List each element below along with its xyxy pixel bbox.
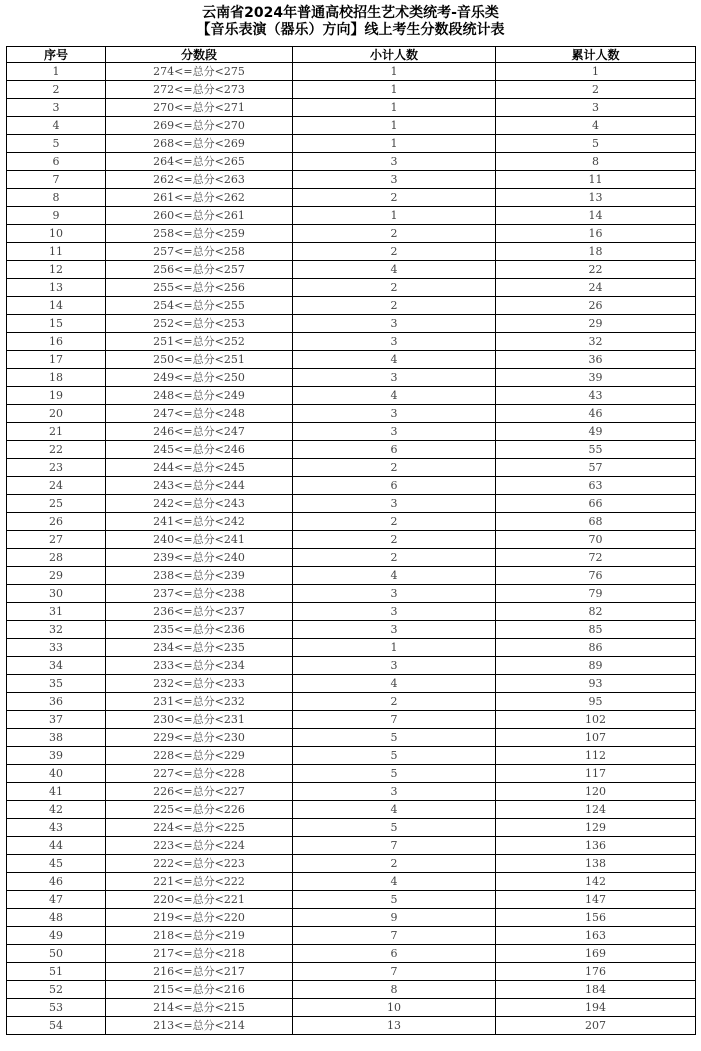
cell-subtotal-count: 13 [293, 1017, 496, 1035]
cell-subtotal-count: 3 [293, 621, 496, 639]
cell-serial-number: 48 [7, 909, 106, 927]
cell-score-range: 248<=总分<249 [106, 387, 293, 405]
cell-cumulative-count: 26 [496, 297, 696, 315]
cell-serial-number: 27 [7, 531, 106, 549]
table-row [7, 81, 696, 99]
cell-score-range: 255<=总分<256 [106, 279, 293, 297]
cell-serial-number: 5 [7, 135, 106, 153]
cell-serial-number: 37 [7, 711, 106, 729]
cell-subtotal-count: 4 [293, 801, 496, 819]
cell-cumulative-count: 107 [496, 729, 696, 747]
cell-subtotal-count: 1 [293, 99, 496, 117]
cell-serial-number: 44 [7, 837, 106, 855]
cell-score-range: 236<=总分<237 [106, 603, 293, 621]
table-row [7, 405, 696, 423]
cell-serial-number: 46 [7, 873, 106, 891]
cell-serial-number: 28 [7, 549, 106, 567]
cell-cumulative-count: 18 [496, 243, 696, 261]
cell-serial-number: 2 [7, 81, 106, 99]
cell-serial-number: 7 [7, 171, 106, 189]
cell-serial-number: 3 [7, 99, 106, 117]
table-row [7, 711, 696, 729]
cell-serial-number: 45 [7, 855, 106, 873]
cell-subtotal-count: 4 [293, 675, 496, 693]
cell-score-range: 224<=总分<225 [106, 819, 293, 837]
table-row [7, 639, 696, 657]
table-row [7, 981, 696, 999]
cell-serial-number: 31 [7, 603, 106, 621]
table-row [7, 189, 696, 207]
table-row [7, 441, 696, 459]
cell-cumulative-count: 24 [496, 279, 696, 297]
document-title-line2: 【音乐表演（器乐）方向】线上考生分数段统计表 [196, 22, 505, 38]
cell-cumulative-count: 138 [496, 855, 696, 873]
table-row [7, 135, 696, 153]
header-score-range: 分数段 [106, 47, 293, 63]
cell-subtotal-count: 3 [293, 369, 496, 387]
cell-cumulative-count: 163 [496, 927, 696, 945]
cell-subtotal-count: 7 [293, 927, 496, 945]
table-row [7, 549, 696, 567]
table-row [7, 621, 696, 639]
cell-score-range: 233<=总分<234 [106, 657, 293, 675]
cell-subtotal-count: 2 [293, 225, 496, 243]
cell-score-range: 223<=总分<224 [106, 837, 293, 855]
cell-subtotal-count: 2 [293, 189, 496, 207]
table-row [7, 855, 696, 873]
cell-subtotal-count: 3 [293, 405, 496, 423]
cell-cumulative-count: 112 [496, 747, 696, 765]
cell-serial-number: 29 [7, 567, 106, 585]
cell-subtotal-count: 6 [293, 477, 496, 495]
cell-cumulative-count: 82 [496, 603, 696, 621]
cell-score-range: 257<=总分<258 [106, 243, 293, 261]
header-serial-number: 序号 [7, 47, 106, 63]
table-row [7, 873, 696, 891]
cell-cumulative-count: 39 [496, 369, 696, 387]
cell-serial-number: 34 [7, 657, 106, 675]
cell-score-range: 247<=总分<248 [106, 405, 293, 423]
cell-cumulative-count: 14 [496, 207, 696, 225]
table-row [7, 819, 696, 837]
cell-subtotal-count: 4 [293, 261, 496, 279]
cell-subtotal-count: 2 [293, 243, 496, 261]
table-row [7, 999, 696, 1017]
cell-serial-number: 17 [7, 351, 106, 369]
cell-cumulative-count: 142 [496, 873, 696, 891]
table-row [7, 297, 696, 315]
cell-score-range: 222<=总分<223 [106, 855, 293, 873]
table-row [7, 225, 696, 243]
cell-subtotal-count: 1 [293, 117, 496, 135]
table-row [7, 585, 696, 603]
cell-cumulative-count: 85 [496, 621, 696, 639]
cell-serial-number: 9 [7, 207, 106, 225]
cell-cumulative-count: 93 [496, 675, 696, 693]
cell-subtotal-count: 5 [293, 891, 496, 909]
cell-score-range: 213<=总分<214 [106, 1017, 293, 1035]
header-subtotal-count: 小计人数 [293, 47, 496, 63]
cell-serial-number: 42 [7, 801, 106, 819]
cell-subtotal-count: 3 [293, 495, 496, 513]
cell-serial-number: 43 [7, 819, 106, 837]
cell-cumulative-count: 120 [496, 783, 696, 801]
cell-score-range: 221<=总分<222 [106, 873, 293, 891]
cell-cumulative-count: 5 [496, 135, 696, 153]
cell-cumulative-count: 16 [496, 225, 696, 243]
table-row [7, 783, 696, 801]
cell-score-range: 232<=总分<233 [106, 675, 293, 693]
cell-serial-number: 50 [7, 945, 106, 963]
cell-score-range: 237<=总分<238 [106, 585, 293, 603]
cell-serial-number: 38 [7, 729, 106, 747]
cell-subtotal-count: 6 [293, 945, 496, 963]
cell-score-range: 246<=总分<247 [106, 423, 293, 441]
cell-subtotal-count: 7 [293, 711, 496, 729]
cell-score-range: 217<=总分<218 [106, 945, 293, 963]
table-row [7, 171, 696, 189]
table-row [7, 117, 696, 135]
cell-serial-number: 20 [7, 405, 106, 423]
cell-cumulative-count: 43 [496, 387, 696, 405]
table-row [7, 927, 696, 945]
cell-score-range: 274<=总分<275 [106, 63, 293, 81]
table-row [7, 99, 696, 117]
cell-cumulative-count: 46 [496, 405, 696, 423]
cell-serial-number: 16 [7, 333, 106, 351]
cell-cumulative-count: 194 [496, 999, 696, 1017]
cell-cumulative-count: 57 [496, 459, 696, 477]
cell-serial-number: 23 [7, 459, 106, 477]
cell-subtotal-count: 10 [293, 999, 496, 1017]
cell-score-range: 241<=总分<242 [106, 513, 293, 531]
cell-score-range: 227<=总分<228 [106, 765, 293, 783]
cell-serial-number: 21 [7, 423, 106, 441]
table-row [7, 963, 696, 981]
cell-serial-number: 8 [7, 189, 106, 207]
cell-subtotal-count: 2 [293, 459, 496, 477]
cell-subtotal-count: 1 [293, 639, 496, 657]
document-title-line1: 云南省2024年普通高校招生艺术类统考-音乐类 [202, 5, 499, 21]
cell-cumulative-count: 13 [496, 189, 696, 207]
cell-subtotal-count: 9 [293, 909, 496, 927]
cell-score-range: 234<=总分<235 [106, 639, 293, 657]
cell-subtotal-count: 2 [293, 297, 496, 315]
cell-subtotal-count: 1 [293, 63, 496, 81]
cell-cumulative-count: 86 [496, 639, 696, 657]
table-row [7, 477, 696, 495]
cell-subtotal-count: 3 [293, 153, 496, 171]
table-row [7, 765, 696, 783]
cell-subtotal-count: 4 [293, 351, 496, 369]
cell-serial-number: 12 [7, 261, 106, 279]
cell-subtotal-count: 3 [293, 315, 496, 333]
cell-cumulative-count: 176 [496, 963, 696, 981]
table-row [7, 423, 696, 441]
cell-cumulative-count: 49 [496, 423, 696, 441]
cell-score-range: 230<=总分<231 [106, 711, 293, 729]
cell-subtotal-count: 7 [293, 837, 496, 855]
cell-serial-number: 24 [7, 477, 106, 495]
cell-score-range: 250<=总分<251 [106, 351, 293, 369]
table-row [7, 531, 696, 549]
table-row [7, 729, 696, 747]
cell-score-range: 214<=总分<215 [106, 999, 293, 1017]
score-distribution-table [6, 46, 696, 1035]
cell-serial-number: 51 [7, 963, 106, 981]
cell-score-range: 243<=总分<244 [106, 477, 293, 495]
cell-subtotal-count: 2 [293, 549, 496, 567]
table-row [7, 891, 696, 909]
cell-score-range: 264<=总分<265 [106, 153, 293, 171]
cell-cumulative-count: 66 [496, 495, 696, 513]
cell-serial-number: 33 [7, 639, 106, 657]
cell-serial-number: 26 [7, 513, 106, 531]
cell-subtotal-count: 2 [293, 531, 496, 549]
cell-cumulative-count: 156 [496, 909, 696, 927]
cell-cumulative-count: 36 [496, 351, 696, 369]
table-row [7, 675, 696, 693]
cell-score-range: 268<=总分<269 [106, 135, 293, 153]
cell-score-range: 216<=总分<217 [106, 963, 293, 981]
table-row [7, 693, 696, 711]
table-row [7, 315, 696, 333]
cell-score-range: 251<=总分<252 [106, 333, 293, 351]
cell-cumulative-count: 169 [496, 945, 696, 963]
cell-serial-number: 52 [7, 981, 106, 999]
table-row [7, 279, 696, 297]
cell-subtotal-count: 3 [293, 603, 496, 621]
cell-subtotal-count: 4 [293, 873, 496, 891]
cell-score-range: 262<=总分<263 [106, 171, 293, 189]
cell-subtotal-count: 3 [293, 171, 496, 189]
cell-subtotal-count: 2 [293, 279, 496, 297]
cell-subtotal-count: 3 [293, 657, 496, 675]
cell-subtotal-count: 5 [293, 819, 496, 837]
cell-subtotal-count: 1 [293, 81, 496, 99]
table-row [7, 657, 696, 675]
cell-cumulative-count: 1 [496, 63, 696, 81]
cell-cumulative-count: 4 [496, 117, 696, 135]
cell-score-range: 270<=总分<271 [106, 99, 293, 117]
cell-serial-number: 41 [7, 783, 106, 801]
cell-subtotal-count: 8 [293, 981, 496, 999]
cell-subtotal-count: 4 [293, 567, 496, 585]
cell-serial-number: 13 [7, 279, 106, 297]
table-header-row [7, 47, 696, 63]
cell-serial-number: 18 [7, 369, 106, 387]
cell-serial-number: 6 [7, 153, 106, 171]
cell-serial-number: 49 [7, 927, 106, 945]
cell-score-range: 239<=总分<240 [106, 549, 293, 567]
cell-serial-number: 19 [7, 387, 106, 405]
cell-subtotal-count: 1 [293, 135, 496, 153]
cell-subtotal-count: 3 [293, 423, 496, 441]
table-row [7, 495, 696, 513]
cell-cumulative-count: 68 [496, 513, 696, 531]
cell-serial-number: 47 [7, 891, 106, 909]
cell-cumulative-count: 124 [496, 801, 696, 819]
cell-serial-number: 10 [7, 225, 106, 243]
cell-serial-number: 11 [7, 243, 106, 261]
cell-subtotal-count: 5 [293, 747, 496, 765]
cell-subtotal-count: 3 [293, 585, 496, 603]
cell-score-range: 261<=总分<262 [106, 189, 293, 207]
cell-score-range: 235<=总分<236 [106, 621, 293, 639]
cell-cumulative-count: 102 [496, 711, 696, 729]
cell-cumulative-count: 147 [496, 891, 696, 909]
cell-score-range: 272<=总分<273 [106, 81, 293, 99]
header-cumulative-count: 累计人数 [496, 47, 696, 63]
table-row [7, 261, 696, 279]
cell-score-range: 258<=总分<259 [106, 225, 293, 243]
cell-cumulative-count: 95 [496, 693, 696, 711]
cell-serial-number: 36 [7, 693, 106, 711]
cell-cumulative-count: 32 [496, 333, 696, 351]
cell-score-range: 228<=总分<229 [106, 747, 293, 765]
cell-cumulative-count: 55 [496, 441, 696, 459]
cell-subtotal-count: 3 [293, 333, 496, 351]
cell-subtotal-count: 2 [293, 693, 496, 711]
table-row [7, 351, 696, 369]
cell-cumulative-count: 11 [496, 171, 696, 189]
table-row [7, 1017, 696, 1035]
table-row [7, 513, 696, 531]
table-row [7, 801, 696, 819]
cell-score-range: 219<=总分<220 [106, 909, 293, 927]
cell-cumulative-count: 2 [496, 81, 696, 99]
cell-score-range: 226<=总分<227 [106, 783, 293, 801]
cell-score-range: 231<=总分<232 [106, 693, 293, 711]
cell-subtotal-count: 6 [293, 441, 496, 459]
cell-serial-number: 14 [7, 297, 106, 315]
cell-score-range: 225<=总分<226 [106, 801, 293, 819]
cell-subtotal-count: 5 [293, 765, 496, 783]
cell-serial-number: 35 [7, 675, 106, 693]
cell-subtotal-count: 3 [293, 783, 496, 801]
cell-serial-number: 30 [7, 585, 106, 603]
table-row [7, 747, 696, 765]
cell-score-range: 260<=总分<261 [106, 207, 293, 225]
cell-cumulative-count: 22 [496, 261, 696, 279]
cell-score-range: 256<=总分<257 [106, 261, 293, 279]
cell-cumulative-count: 8 [496, 153, 696, 171]
cell-score-range: 220<=总分<221 [106, 891, 293, 909]
cell-serial-number: 32 [7, 621, 106, 639]
cell-score-range: 252<=总分<253 [106, 315, 293, 333]
table-row [7, 63, 696, 81]
cell-score-range: 240<=总分<241 [106, 531, 293, 549]
cell-cumulative-count: 79 [496, 585, 696, 603]
table-body [7, 63, 696, 1035]
cell-cumulative-count: 3 [496, 99, 696, 117]
cell-cumulative-count: 207 [496, 1017, 696, 1035]
cell-serial-number: 53 [7, 999, 106, 1017]
cell-subtotal-count: 4 [293, 387, 496, 405]
table-row [7, 945, 696, 963]
cell-cumulative-count: 89 [496, 657, 696, 675]
cell-cumulative-count: 70 [496, 531, 696, 549]
cell-serial-number: 15 [7, 315, 106, 333]
table-row [7, 369, 696, 387]
table-row [7, 333, 696, 351]
cell-subtotal-count: 7 [293, 963, 496, 981]
cell-serial-number: 22 [7, 441, 106, 459]
cell-serial-number: 1 [7, 63, 106, 81]
table-row [7, 567, 696, 585]
cell-cumulative-count: 117 [496, 765, 696, 783]
table-row [7, 387, 696, 405]
cell-score-range: 238<=总分<239 [106, 567, 293, 585]
cell-score-range: 215<=总分<216 [106, 981, 293, 999]
cell-serial-number: 4 [7, 117, 106, 135]
cell-cumulative-count: 129 [496, 819, 696, 837]
cell-cumulative-count: 184 [496, 981, 696, 999]
cell-cumulative-count: 29 [496, 315, 696, 333]
table-row [7, 837, 696, 855]
cell-cumulative-count: 136 [496, 837, 696, 855]
table-row [7, 603, 696, 621]
table-row [7, 207, 696, 225]
cell-score-range: 218<=总分<219 [106, 927, 293, 945]
table-row [7, 459, 696, 477]
cell-score-range: 254<=总分<255 [106, 297, 293, 315]
cell-serial-number: 25 [7, 495, 106, 513]
cell-score-range: 245<=总分<246 [106, 441, 293, 459]
cell-cumulative-count: 76 [496, 567, 696, 585]
cell-score-range: 249<=总分<250 [106, 369, 293, 387]
cell-subtotal-count: 2 [293, 855, 496, 873]
table-row [7, 909, 696, 927]
cell-serial-number: 39 [7, 747, 106, 765]
cell-serial-number: 54 [7, 1017, 106, 1035]
cell-subtotal-count: 1 [293, 207, 496, 225]
table-row [7, 153, 696, 171]
cell-subtotal-count: 2 [293, 513, 496, 531]
table-row [7, 243, 696, 261]
cell-subtotal-count: 5 [293, 729, 496, 747]
cell-score-range: 242<=总分<243 [106, 495, 293, 513]
cell-score-range: 229<=总分<230 [106, 729, 293, 747]
cell-score-range: 244<=总分<245 [106, 459, 293, 477]
cell-cumulative-count: 72 [496, 549, 696, 567]
cell-score-range: 269<=总分<270 [106, 117, 293, 135]
cell-serial-number: 40 [7, 765, 106, 783]
cell-cumulative-count: 63 [496, 477, 696, 495]
